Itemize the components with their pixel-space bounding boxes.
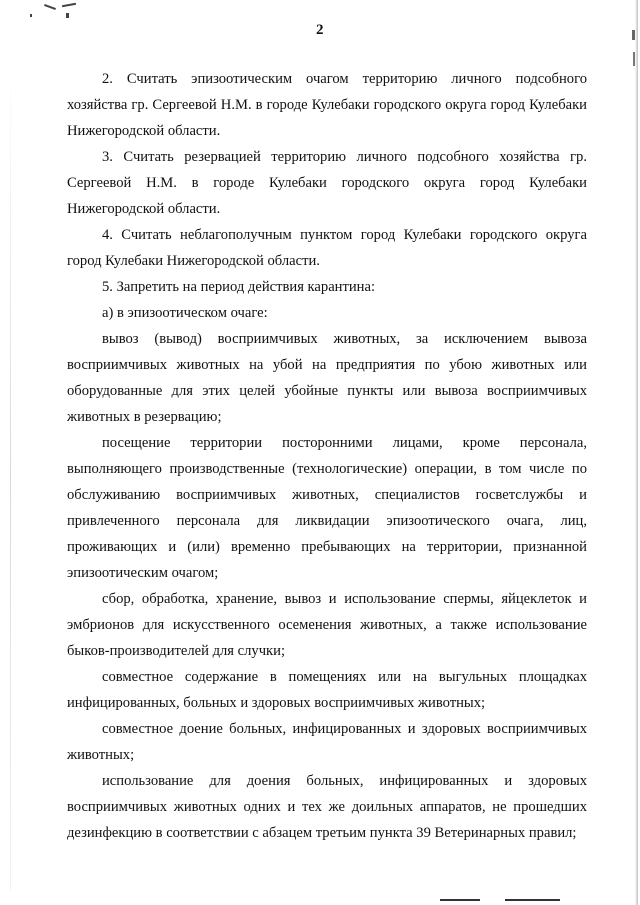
- scan-left-edge: [10, 60, 11, 890]
- paragraph-sperm-ban: сбор, обработка, хранение, вывоз и использование спермы, яйцеклеток и эмбрионов для искусственного осеменения животных, а также использование быков-производителей для случки;: [67, 591, 587, 659]
- paragraph-item-4: 4. Считать неблагополучным пунктом город Кулебаки городского округа город Кулебаки Нижегородской области.: [67, 227, 587, 269]
- paragraph-milking-equipment-ban: использование для доения больных, инфицированных и здоровых восприимчивых животных одних и тех же доильных аппаратов, не прошедших дезинфекцию в соответствии с абзацем третьим пункта 39 Ветеринарных правил;: [67, 773, 587, 841]
- scan-mark-dot-1: [30, 14, 32, 17]
- paragraph-joint-milking-ban: совместное доение больных, инфицированных и здоровых восприимчивых животных;: [67, 721, 587, 763]
- paragraph-joint-keeping-ban: совместное содержание в помещениях или на выгульных площадках инфицированных, больных и здоровых восприимчивых животных;: [67, 669, 587, 711]
- scan-mark-top-left: [44, 4, 56, 10]
- paragraph-export-ban: вывоз (вывод) восприимчивых животных, за исключением вывоза восприимчивых животных на убой на предприятия по убою животных или оборудованные для этих целей убойные пункты или вывоза восприимчивых животных в резервацию;: [67, 331, 587, 425]
- scan-mark-top-left-2: [62, 3, 76, 7]
- scan-mark-dot-2: [66, 13, 69, 18]
- paragraph-subitem-a: а) в эпизоотическом очаге:: [102, 305, 268, 321]
- scan-right-edge: [635, 0, 638, 905]
- page-number: 2: [316, 22, 324, 38]
- paragraph-item-2: 2. Считать эпизоотическим очагом территорию личного подсобного хозяйства гр. Сергеевой Н.М. в городе Кулебаки городского округа город Кулебаки Нижегородской области.: [67, 71, 587, 139]
- scan-mark-bottom-1: [440, 899, 480, 901]
- scan-mark-right-2: [633, 52, 635, 66]
- document-body: [67, 66, 587, 846]
- paragraph-item-5: 5. Запретить на период действия карантина:: [102, 279, 376, 295]
- scan-mark-bottom-2: [505, 899, 560, 901]
- paragraph-visit-ban: посещение территории посторонними лицами, кроме персонала, выполняющего производственные (технологические) операции, в том числе по обслуживанию восприимчивых животных, специалистов госветслужбы и привлеченного персонала для ликвидации эпизоотического очага, лиц, проживающих и (или) временно пребывающих на территории, признанной эпизоотическим очагом;: [67, 435, 587, 581]
- paragraph-item-3: 3. Считать резервацией территорию личного подсобного хозяйства гр. Сергеевой Н.М. в городе Кулебаки городского округа город Кулебаки Нижегородской области.: [67, 149, 587, 217]
